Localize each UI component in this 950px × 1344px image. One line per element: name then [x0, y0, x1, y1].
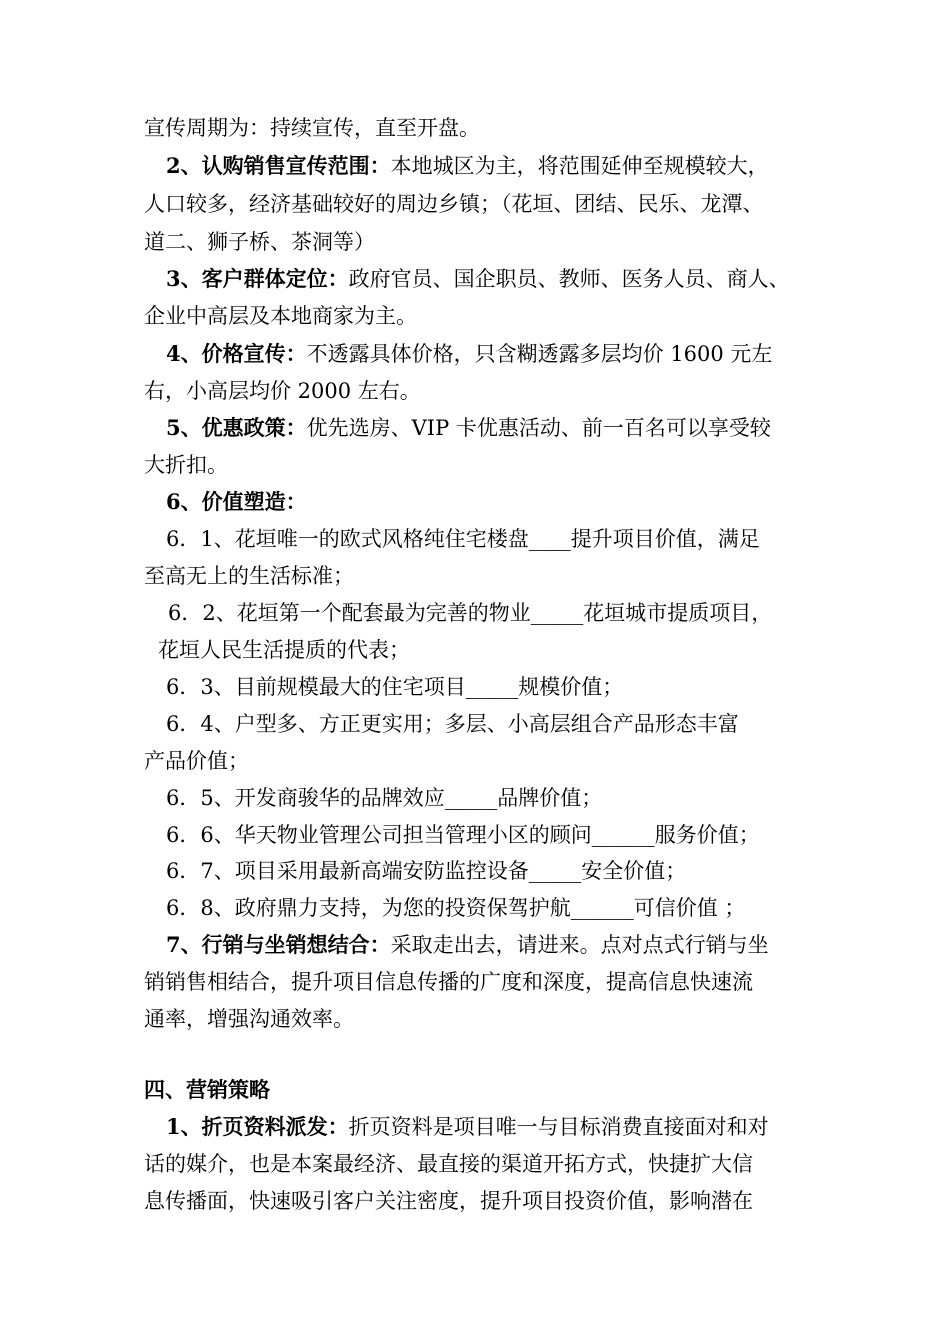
item-heading: 5、优惠政策：: [166, 415, 307, 440]
text-line: 6．1、花垣唯一的欧式风格纯住宅楼盘____提升项目价值，满足: [166, 527, 760, 551]
text-line: 6．4、户型多、方正更实用；多层、小高层组合产品形态丰富: [166, 712, 739, 736]
text-line: 话的媒介，也是本案最经济、最直接的渠道开拓方式，快捷扩大信: [144, 1152, 753, 1176]
text-line: 7、行销与坐销想结合：采取走出去，请进来。点对点式行销与坐: [166, 932, 769, 957]
text-line: 6．5、开发商骏华的品牌效应_____品牌价值；: [166, 786, 603, 810]
text-line: 6．6、华天物业管理公司担当管理小区的顾问______服务价值；: [166, 823, 760, 847]
text-line: 产品价值；: [144, 749, 249, 773]
item-heading: 6、价值塑造：: [166, 489, 307, 514]
text-line: 息传播面，快速吸引客户关注密度，提升项目投资价值，影响潜在: [144, 1189, 753, 1213]
text-line: 6．7、项目采用最新高端安防监控设备_____安全价值；: [166, 859, 687, 883]
text-line: 6．3、目前规模最大的住宅项目_____规模价值；: [166, 675, 624, 699]
text-line: 4、价格宣传：不透露具体价格，只含糊透露多层均价 1600 元左: [166, 341, 773, 366]
section-heading: 四、营销策略: [144, 1077, 270, 1102]
text-line: 宣传周期为：持续宣传，直至开盘。: [144, 116, 480, 140]
text-line: 2、认购销售宣传范围：本地城区为主，将范围延伸至规模较大，: [166, 153, 769, 178]
text-line: 6．8、政府鼎力支持，为您的投资保驾护航______可信价值 ；: [166, 896, 746, 920]
item-heading: 7、行销与坐销想结合：: [166, 932, 391, 957]
text-line: 至高无上的生活标准；: [144, 564, 354, 588]
text-line: 1、折页资料派发：折页资料是项目唯一与目标消费直接面对和对: [166, 1114, 769, 1139]
text-line: 5、优惠政策：优先选房、VIP 卡优惠活动、前一百名可以享受较: [166, 415, 771, 440]
text-line: 人口较多，经济基础较好的周边乡镇；（花垣、团结、民乐、龙潭、: [144, 192, 764, 216]
item-heading: 2、认购销售宣传范围：: [166, 153, 391, 178]
text-line: 右，小高层均价 2000 左右。: [144, 379, 421, 403]
text-line: [166, 487, 826, 517]
text-line: 道二、狮子桥、茶洞等）: [144, 230, 375, 254]
item-heading: 1、折页资料派发：: [166, 1114, 349, 1139]
text-line: 通率，增强沟通效率。: [144, 1007, 354, 1031]
item-heading: 4、价格宣传：: [166, 341, 307, 366]
text-line: 花垣人民生活提质的代表；: [158, 638, 410, 662]
text-line: 企业中高层及本地商家为主。: [144, 304, 417, 328]
item-heading: 3、客户群体定位：: [166, 266, 349, 291]
text-line: 销销售相结合，提升项目信息传播的广度和深度，提高信息快速流: [144, 970, 753, 994]
text-line: 大折扣。: [144, 453, 228, 477]
text-line: 6．2、花垣第一个配套最为完善的物业_____花垣城市提质项目，: [168, 601, 773, 625]
text-line: 3、客户群体定位：政府官员、国企职员、教师、医务人员、商人、: [166, 266, 790, 291]
